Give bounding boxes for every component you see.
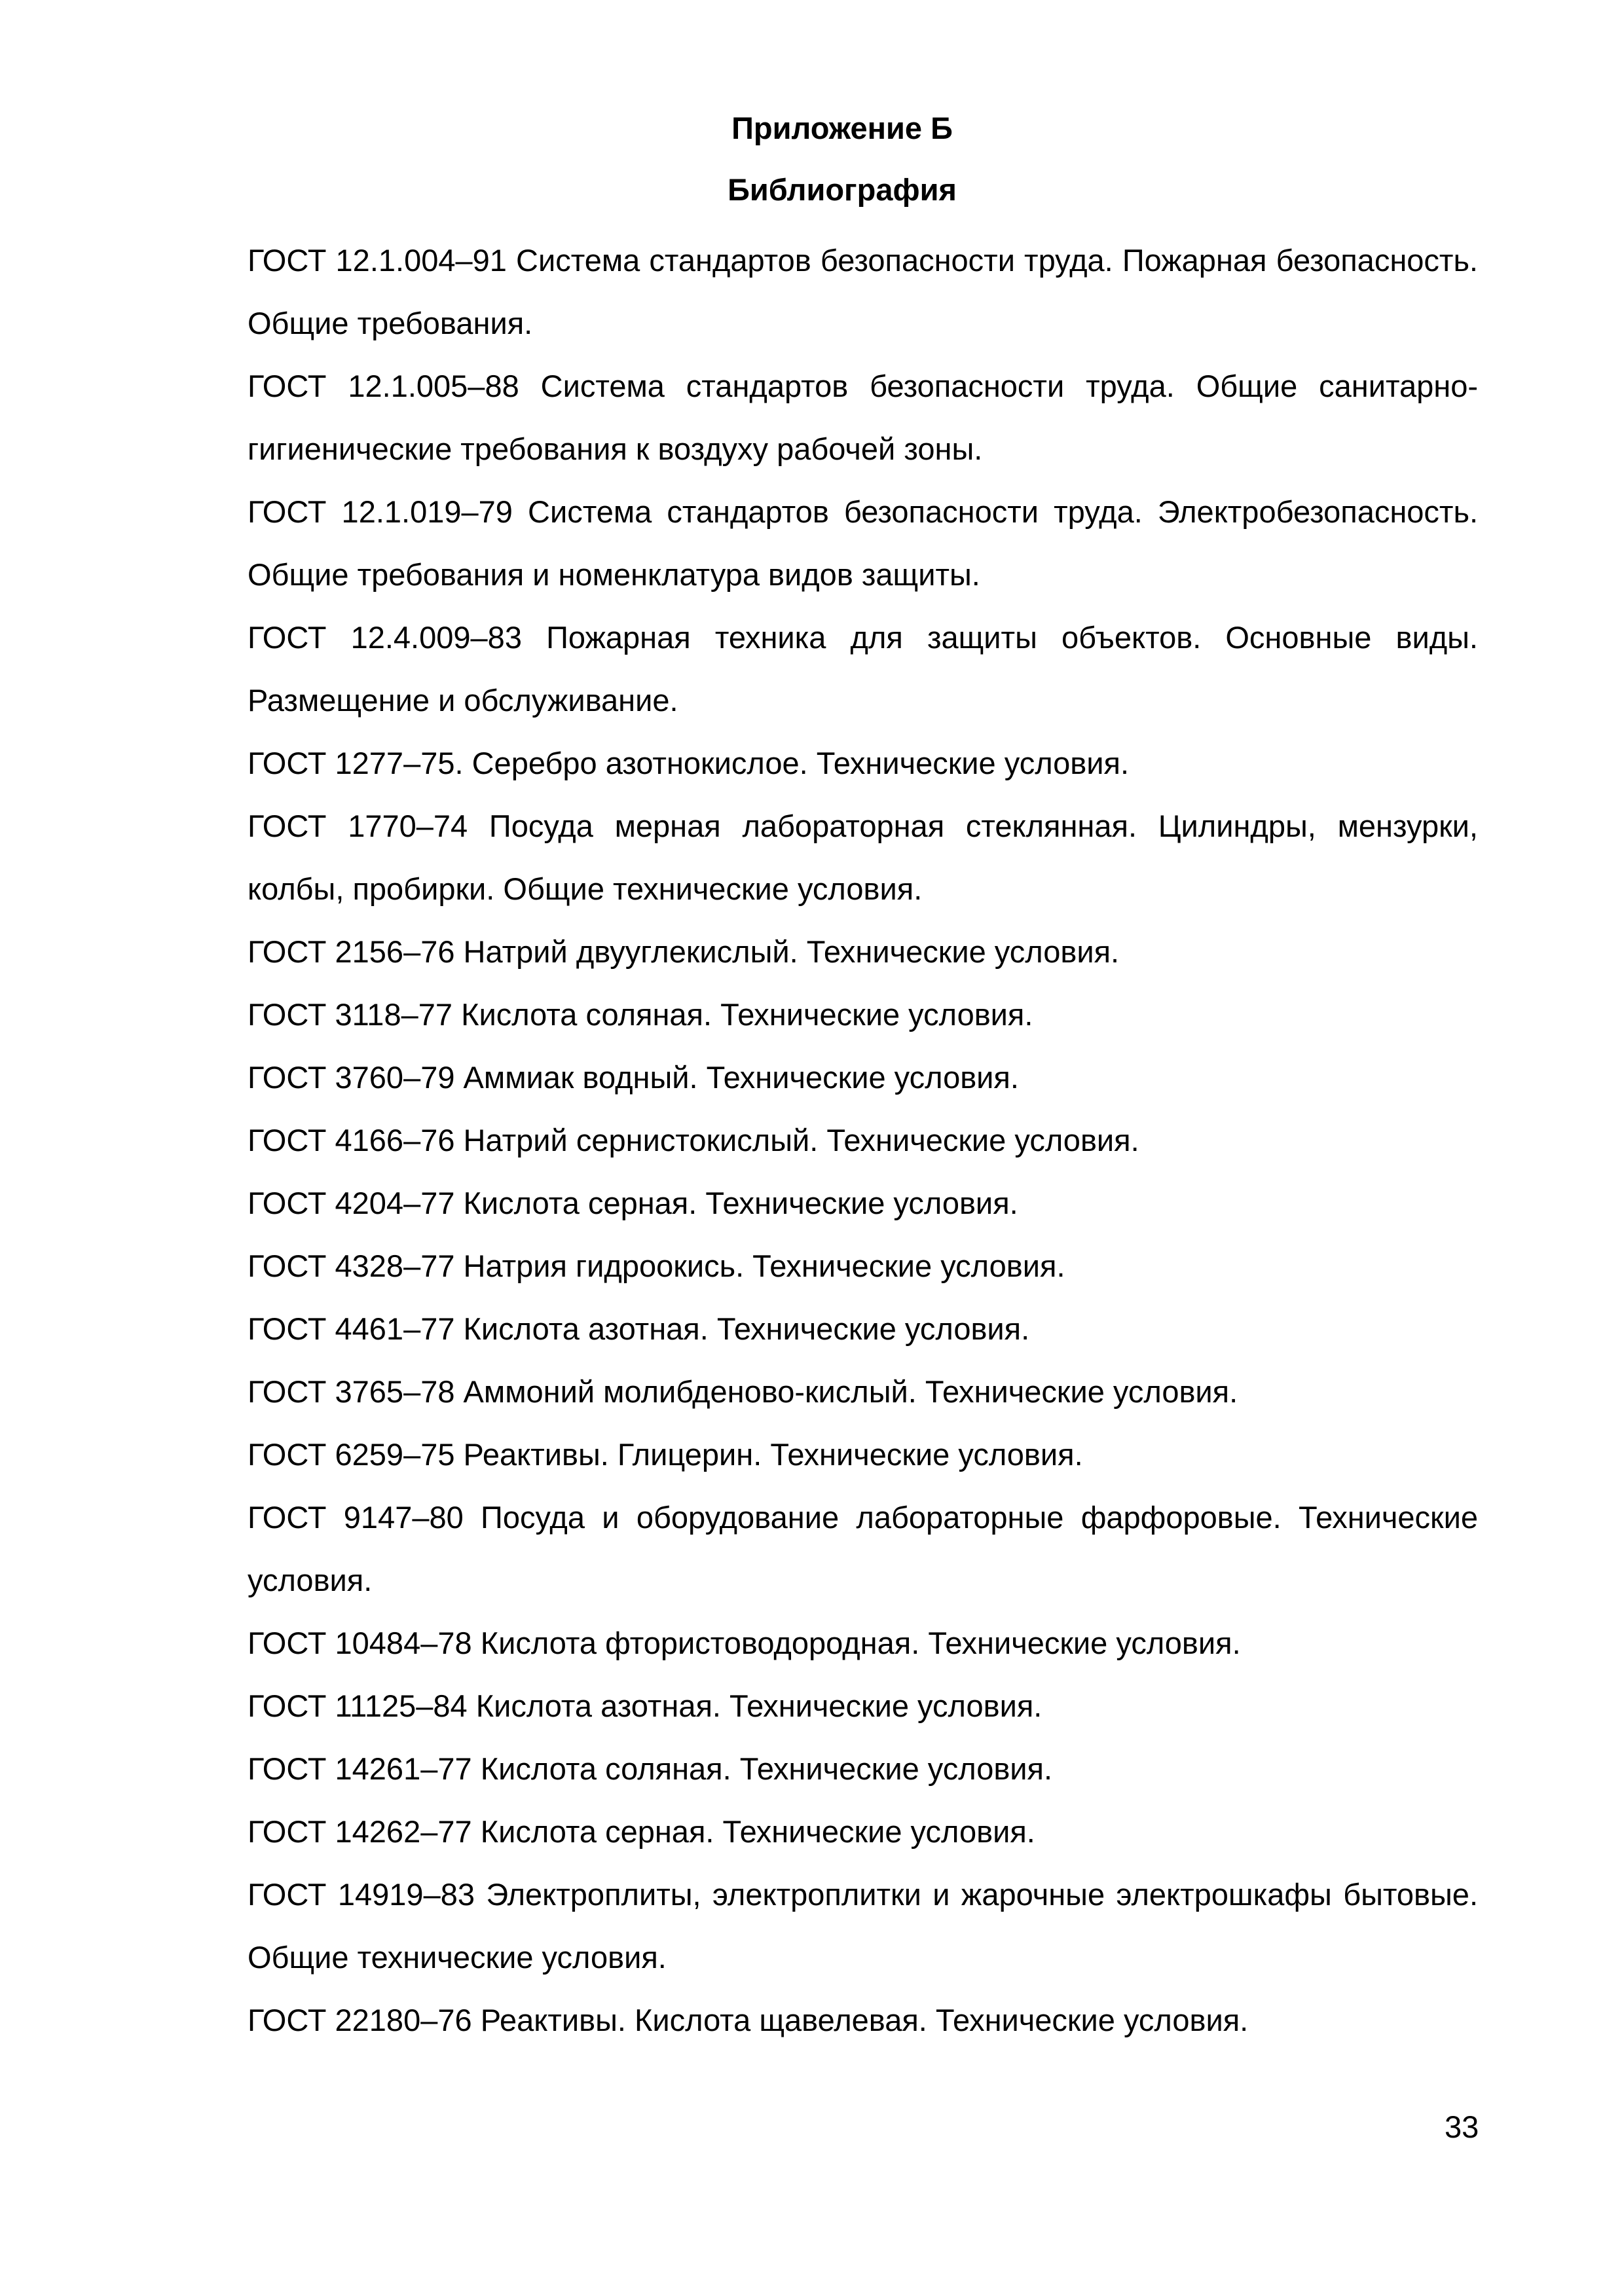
bibliography-entry: ГОСТ 12.1.005–88 Система стандартов безопасности труда. Общие санитарно-гигиенические требования к воздуху рабочей зоны. bbox=[248, 369, 1478, 466]
bibliography-entry: ГОСТ 14261–77 Кислота соляная. Технические условия. bbox=[248, 1751, 1053, 1786]
bibliography-entry: ГОСТ 22180–76 Реактивы. Кислота щавелевая. Технические условия. bbox=[248, 2003, 1249, 2037]
appendix-heading: Приложение Б bbox=[731, 111, 953, 145]
bibliography-entry: ГОСТ 12.1.004–91 Система стандартов безопасности труда. Пожарная безопасность. Общие требования. bbox=[248, 243, 1478, 340]
page-number: 33 bbox=[1445, 2109, 1479, 2144]
bibliography-entry: ГОСТ 12.1.019–79 Система стандартов безопасности труда. Электробезопасность. Общие требования и номенклатура видов защиты. bbox=[248, 494, 1478, 592]
bibliography-entry: ГОСТ 4166–76 Натрий сернистокислый. Технические условия. bbox=[248, 1123, 1139, 1157]
bibliography-entry: ГОСТ 10484–78 Кислота фтористоводородная. Технические условия. bbox=[248, 1626, 1241, 1660]
bibliography-entry: ГОСТ 2156–76 Натрий двууглекислый. Технические условия. bbox=[248, 934, 1120, 969]
bibliography-entry: ГОСТ 14919–83 Электроплиты, электроплитки и жарочные электрошкафы бытовые. Общие технические условия. bbox=[248, 1877, 1478, 1975]
bibliography-entry: ГОСТ 3765–78 Аммоний молибденово-кислый. Технические условия. bbox=[248, 1374, 1238, 1409]
bibliography-entry: ГОСТ 9147–80 Посуда и оборудование лабораторные фарфоровые. Технические условия. bbox=[248, 1500, 1478, 1597]
bibliography-entry: ГОСТ 6259–75 Реактивы. Глицерин. Технические условия. bbox=[248, 1437, 1083, 1472]
bibliography-title: Библиография bbox=[728, 172, 957, 207]
bibliography-entry: ГОСТ 11125–84 Кислота азотная. Технические условия. bbox=[248, 1688, 1043, 1723]
bibliography-entry: ГОСТ 14262–77 Кислота серная. Технические условия. bbox=[248, 1814, 1035, 1849]
bibliography-entry: ГОСТ 3118–77 Кислота соляная. Технические условия. bbox=[248, 997, 1033, 1032]
bibliography-entry: ГОСТ 4328–77 Натрия гидроокись. Технические условия. bbox=[248, 1248, 1065, 1283]
bibliography-entry: ГОСТ 4461–77 Кислота азотная. Технические условия. bbox=[248, 1311, 1030, 1346]
bibliography-entry: ГОСТ 3760–79 Аммиак водный. Технические условия. bbox=[248, 1060, 1019, 1095]
bibliography-entry: ГОСТ 1277–75. Серебро азотнокислое. Технические условия. bbox=[248, 746, 1130, 780]
bibliography-entry: ГОСТ 12.4.009–83 Пожарная техника для защиты объектов. Основные виды. Размещение и обслуживание. bbox=[248, 620, 1478, 718]
bibliography-entry: ГОСТ 4204–77 Кислота серная. Технические условия. bbox=[248, 1186, 1018, 1220]
bibliography-entry: ГОСТ 1770–74 Посуда мерная лабораторная стеклянная. Цилиндры, мензурки, колбы, пробирки. Общие технические условия. bbox=[248, 809, 1478, 906]
bibliography-list bbox=[248, 229, 1478, 2052]
